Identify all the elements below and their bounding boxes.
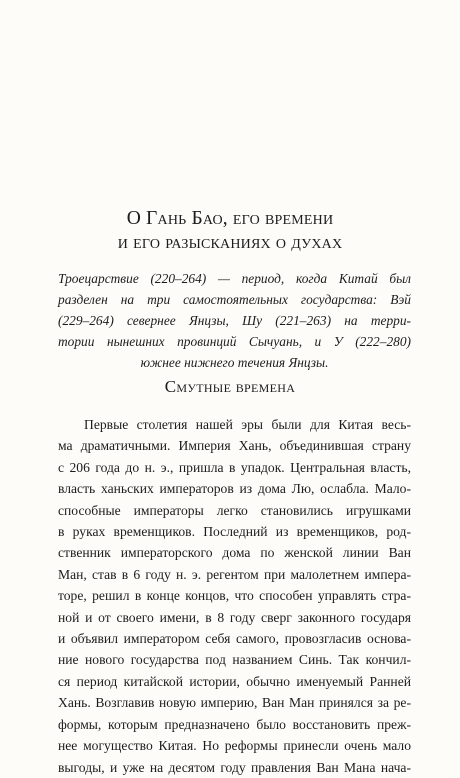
chapter-title-line-1: О Гань Бао, его времени [126, 208, 334, 229]
chapter-title [0, 207, 460, 255]
body-line: выгоды, и уже на десятом году правления Ван Мана нача- [58, 759, 411, 775]
body-line: нее могущество Китая. Но реформы принесли очень мало [58, 738, 411, 754]
body-line: Ман, став в 6 году н. э. регентом при малолетнем импера- [58, 566, 411, 582]
epigraph [58, 268, 411, 373]
epigraph-line: Троецарствие (220–264) — период, когда Китай был [58, 271, 411, 286]
body-line: торе, решил в конце концов, что способен управлять стра- [58, 588, 411, 604]
body-line: Первые столетия нашей эры были для Китая весь- [84, 417, 411, 432]
body-line: с 206 года до н. э., пришла в упадок. Центральная власть, [58, 459, 411, 475]
chapter-title-line-2: и его разысканиях о духах [117, 232, 343, 253]
body-line: ние нового государства под названием Синь. Так кончил- [58, 652, 411, 668]
body-line: Хань. Возглавив новую империю, Ван Ман принялся за ре- [58, 695, 411, 711]
body-line: формы, которым предназначено было восстановить преж- [58, 716, 411, 732]
epigraph-line: южнее нижнего течения Янцзы. [140, 355, 329, 370]
epigraph-line: разделен на три самостоятельных государства: Вэй [58, 292, 411, 307]
body-line: ной и от своего имени, в 8 году сверг законного государя [58, 609, 411, 625]
body-line: власть ханьских императоров из дома Лю, ослабла. Мало- [58, 481, 411, 497]
epigraph-line: тории нынешних провинций Сычуань, и У (222–280) [58, 334, 411, 349]
body-text [58, 414, 411, 778]
body-line: ма драматичными. Империя Хань, объединившая страну [58, 438, 411, 454]
body-line: способные императоры легко становились игрушками [58, 502, 411, 518]
body-line: ственник императорского дома по женской линии Ван [58, 545, 411, 561]
body-line: в руках временщиков. Последний из временщиков, род- [58, 524, 411, 540]
body-line: и объявил императором себя самого, провозгласив основа- [58, 631, 411, 647]
section-title: Смутные времена [164, 377, 296, 396]
epigraph-line: (229–264) севернее Янцзы, Шу (221–263) на терри- [58, 313, 411, 328]
body-line: ся период китайской истории, обычно именуемый Ранней [58, 673, 411, 689]
